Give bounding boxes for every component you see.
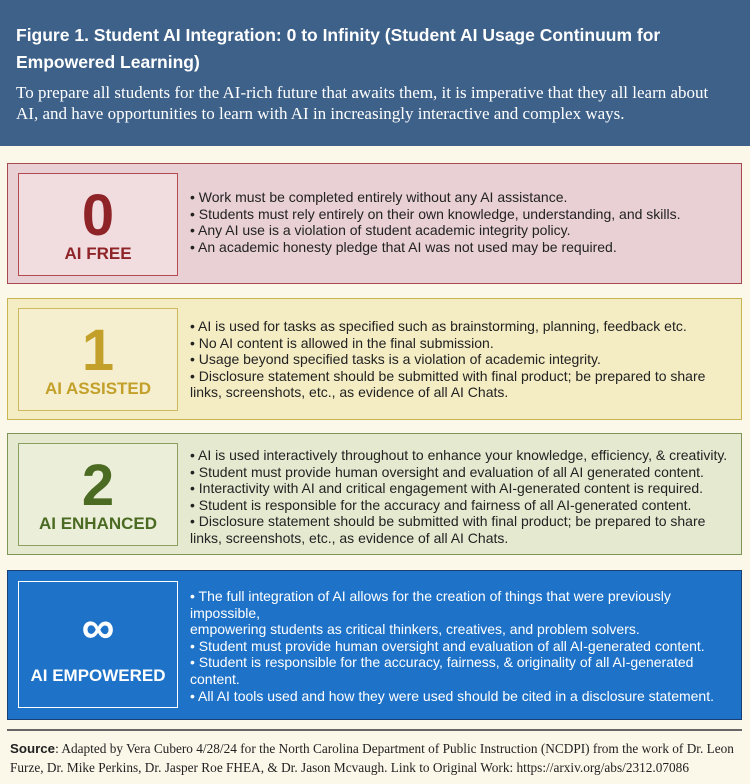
figure-title: Figure 1. Student AI Integration: 0 to Infinity (Student AI Usage Continuum for Empowered Learning) [16,25,661,72]
level-number: 0 [81,183,115,248]
level-badge [18,443,178,546]
level-bullets [190,447,733,547]
level-number: 1 [81,318,115,383]
level-bullets [190,189,733,255]
bullet-item: • The full integration of AI allows for the creation of things that were previously impossible, [190,588,671,621]
bullet-item: • Disclosure statement should be submitted with final product; be prepared to share links, screenshots, etc., as evidence of all AI Chats. [190,513,706,546]
level-badge [18,308,178,411]
bullet-item: • Work must be completed entirely without any AI assistance. [190,189,568,205]
figure-intro: To prepare all students for the AI-rich future that awaits them, it is imperative that they all learn about AI, and have opportunities to learn with AI in increasingly interactive and complex ways. [16,83,709,123]
infinity-icon: ∞ [81,601,115,653]
bullet-item: • Student must provide human oversight and evaluation of all AI-generated content. [190,637,705,654]
source-text: : Adapted by Vera Cubero 4/28/24 for the North Carolina Department of Public Instruction (NCDPI) from the work of Dr. Leon Furze, Dr. Mike Perkins, Dr. Jasper Roe FHEA, & Dr. Jason Mcvaugh. Link to Original Work: https://arxiv.org/abs/2312.07086 [10,741,734,775]
bullet-item: empowering students as critical thinkers, creatives, and problem solvers. [190,621,640,638]
level-ai-empowered [7,570,742,720]
level-bullets [190,588,733,704]
figure-header [0,0,750,146]
level-number: 2 [81,453,115,518]
level-badge [18,581,178,708]
source-note [10,739,740,777]
bullet-item: • Usage beyond specified tasks is a violation of academic integrity. [190,351,601,368]
bullet-item: • No AI content is allowed in the final submission. [190,334,494,351]
divider [7,729,742,731]
bullet-item: • Student is responsible for the accuracy and fairness of all AI-generated content. [190,496,692,513]
source-label: Source [10,741,56,756]
bullet-item: • Interactivity with AI and critical engagement with AI-generated content is required. [190,480,704,497]
bullet-item: • Disclosure statement should be submitted with final product; be prepared to share links, screenshots, etc., as evidence of all AI Chats. [190,367,706,401]
level-badge [18,173,178,276]
level-bullets [190,318,733,401]
bullet-item: • All AI tools used and how they were used should be cited in a disclosure statement. [190,687,714,704]
bullet-item: • Students must rely entirely on their own knowledge, understanding, and skills. [190,205,681,222]
bullet-item: • AI is used interactively throughout to enhance your knowledge, efficiency, & creativity. [190,447,728,463]
bullet-item: • Any AI use is a violation of student academic integrity policy. [190,222,571,239]
level-ai-enhanced [7,433,742,555]
bullet-item: • Student is responsible for the accuracy, fairness, & originality of all AI-generated content. [190,654,694,687]
level-ai-free [7,163,742,284]
level-label: AI ASSISTED [44,379,152,398]
bullet-item: • AI is used for tasks as specified such as brainstorming, planning, feedback etc. [190,318,687,334]
level-label: AI FREE [64,244,132,263]
level-ai-assisted [7,298,742,420]
bullet-item: • An academic honesty pledge that AI was not used may be required. [190,238,617,255]
level-label: AI ENHANCED [38,514,158,533]
bullet-item: • Student must provide human oversight and evaluation of all AI generated content. [190,463,704,480]
level-label: AI EMPOWERED [30,666,166,685]
